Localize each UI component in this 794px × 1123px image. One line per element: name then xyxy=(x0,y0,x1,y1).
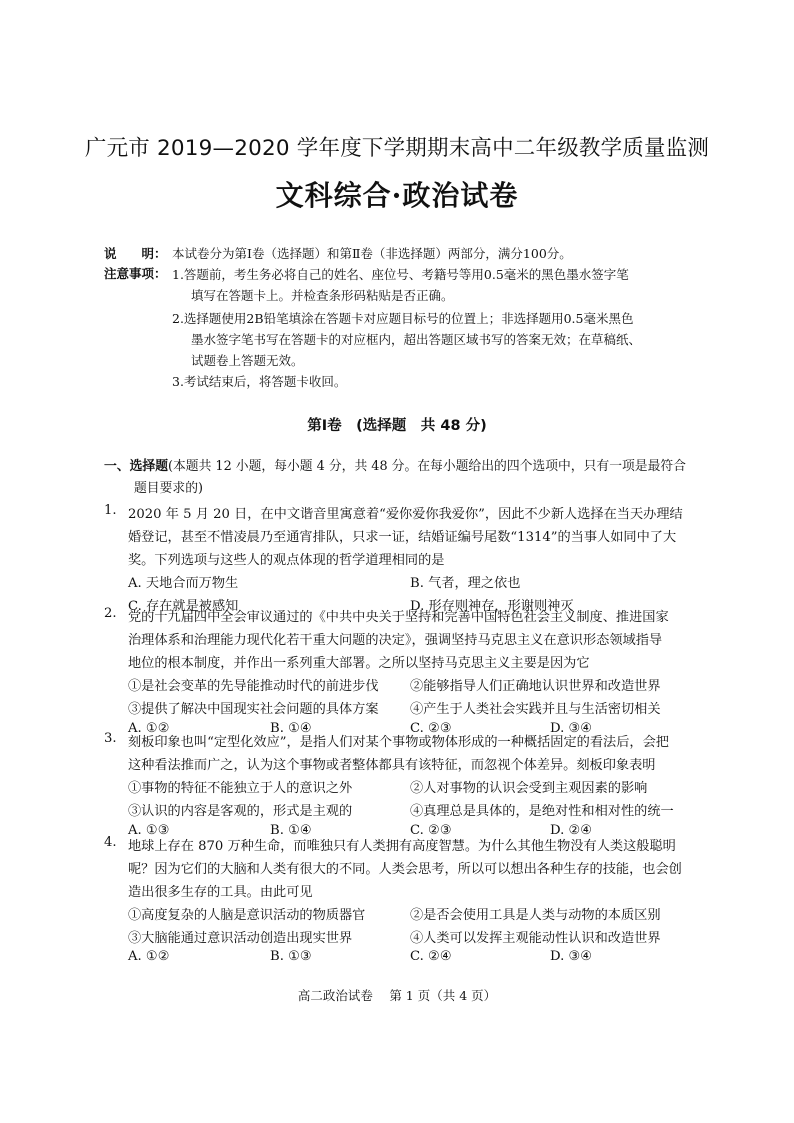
answer-d[interactable]: D. ③④ xyxy=(550,949,593,964)
question-stem-line: 地位的根本制度，并作出一系列重大部署。之所以坚持马克思主义主要是因为它 xyxy=(128,656,590,671)
statement-1: ①高度复杂的人脑是意识活动的物质器官 xyxy=(128,908,366,923)
notice-item-3 xyxy=(172,371,346,392)
question-number: 1. xyxy=(104,503,117,518)
question-stem-line: 这种看法推而广之，认为这个事物或者整体都具有该特征，而忽视个体差异。刻板印象表明 xyxy=(128,758,656,773)
answer-c[interactable]: C. ②④ xyxy=(410,949,452,964)
question-stem-line: 奖。下列选项与这些人的观点体现的哲学道理相同的是 xyxy=(128,553,445,568)
section-intro-line2: 题目要求的) xyxy=(134,481,203,496)
answer-c[interactable]: C. ②③ xyxy=(410,823,452,838)
option-a[interactable]: A. 天地合而万物生 xyxy=(128,576,239,591)
answer-b[interactable]: B. ①④ xyxy=(270,823,312,838)
section-title: 第Ⅰ卷 (选择题 共 48 分) xyxy=(307,418,487,434)
question-stem-line: 刻板印象也叫“定型化效应”，是指人们对某个事物或物体形成的一种概括固定的看法后，会把 xyxy=(128,735,669,750)
notice-item-2-line3: 试题卷上答题无效。 xyxy=(191,353,304,368)
statement-3: ③提供了解决中国现实社会问题的具体方案 xyxy=(128,702,379,717)
option-c[interactable]: C. 存在就是被感知 xyxy=(128,599,239,614)
question-number: 3. xyxy=(104,731,117,746)
statement-3: ③大脑能通过意识活动创造出现实世界 xyxy=(128,931,353,946)
statement-4: ④真理总是具体的，是绝对性和相对性的统一 xyxy=(410,804,674,819)
answer-c[interactable]: C. ②③ xyxy=(410,721,452,736)
notice-item-1 xyxy=(172,264,629,303)
notice-item-2 xyxy=(172,308,642,368)
answer-d[interactable]: D. ②④ xyxy=(550,823,593,838)
question-stem-line: 造出很多生存的工具。由此可见 xyxy=(128,885,313,900)
statement-2: ②人对事物的认识会受到主观因素的影响 xyxy=(410,781,648,796)
statement-2: ②是否会使用工具是人类与动物的本质区别 xyxy=(410,908,661,923)
notice-item-2-line1: 2.选择题使用2B铅笔填涂在答题卡对应题目标号的位置上；非选择题用0.5毫米黑色 xyxy=(172,311,634,326)
statement-4: ④人类可以发挥主观能动性认识和改造世界 xyxy=(410,931,661,946)
statement-1: ①事物的特征不能独立于人的意识之外 xyxy=(128,781,353,796)
question-stem-line: 治理体系和治理能力现代化若干重大问题的决定》，强调坚持马克思主义在意识形态领域指导 xyxy=(128,633,663,648)
answer-a[interactable]: A. ①② xyxy=(128,949,170,964)
question-number: 4. xyxy=(104,835,117,850)
section-intro xyxy=(104,456,686,496)
question-stem-line: 呢？因为它们的大脑和人类有很大的不同。人类会思考，所以可以想出各种生存的技能，也会创 xyxy=(128,862,682,877)
notice-item-2-line2: 墨水签字笔书写在答题卡的对应框内，超出答题区域书写的答案无效；在草稿纸、 xyxy=(191,332,642,347)
answer-b[interactable]: B. ①③ xyxy=(270,949,312,964)
shuoming-text: 本试卷分为第Ⅰ卷（选择题）和第Ⅱ卷（非选择题）两部分，满分100分。 xyxy=(172,246,572,261)
statement-1: ①是社会变革的先导能推动时代的前进步伐 xyxy=(128,679,379,694)
question-stem-line: 地球上存在 870 万种生命，而唯独只有人类拥有高度智慧。为什么其他生物没有人类这般聪明 xyxy=(128,839,676,854)
notice-item-1-line2: 填写在答题卡上。并检查条形码粘贴是否正确。 xyxy=(191,288,454,303)
exam-subtitle: 文科综合·政治试卷 xyxy=(275,179,519,212)
statement-4: ④产生于人类社会实践并且与生活密切相关 xyxy=(410,702,661,717)
page-footer: 高二政治试卷 第 1 页（共 4 页） xyxy=(297,988,497,1003)
option-d[interactable]: D. 形存则神存，形谢则神灭 xyxy=(410,599,574,614)
statement-3: ③认识的内容是客观的，形式是主观的 xyxy=(128,804,353,819)
shuoming-label: 说 明： xyxy=(104,246,167,261)
question-stem-line: 2020 年 5 月 20 日，在中文谐音里寓意着“爱你爱你我爱你”，因此不少新人选择在当天办理结 xyxy=(128,507,683,522)
exam-title: 广元市 2019—2020 学年度下学期期末高中二年级教学质量监测 xyxy=(84,136,710,161)
notice-item-3-line1: 3.考试结束后，将答题卡收回。 xyxy=(172,374,347,389)
answer-a[interactable]: A. ①③ xyxy=(128,823,170,838)
answer-a[interactable]: A. ①② xyxy=(128,721,170,736)
notice-label: 注意事项： xyxy=(104,266,167,281)
question-number: 2. xyxy=(104,606,117,621)
statement-2: ②能够指导人们正确地认识世界和改造世界 xyxy=(410,679,661,694)
notice-item-1-line1: 1.答题前，考生务必将自己的姓名、座位号、考籍号等用0.5毫米的黑色墨水签字笔 xyxy=(172,267,629,282)
answer-d[interactable]: D. ③④ xyxy=(550,721,593,736)
question-stem-line: 婚登记，甚至不惜凌晨乃至通宵排队，只求一证，结婚证编号尾数“1314”的当事人如同中了大 xyxy=(128,530,677,545)
section-intro-text: (本题共 12 小题，每小题 4 分，共 48 分。在每小题给出的四个选项中，只有一项是最符合 xyxy=(167,459,686,474)
option-b[interactable]: B. 气者，理之依也 xyxy=(410,576,521,591)
section-intro-label: 一、选择题 xyxy=(104,459,168,474)
question-stem-line: 党的十九届四中全会审议通过的《中共中央关于坚持和完善中国特色社会主义制度、推进国家 xyxy=(128,610,669,625)
answer-b[interactable]: B. ①④ xyxy=(270,721,312,736)
